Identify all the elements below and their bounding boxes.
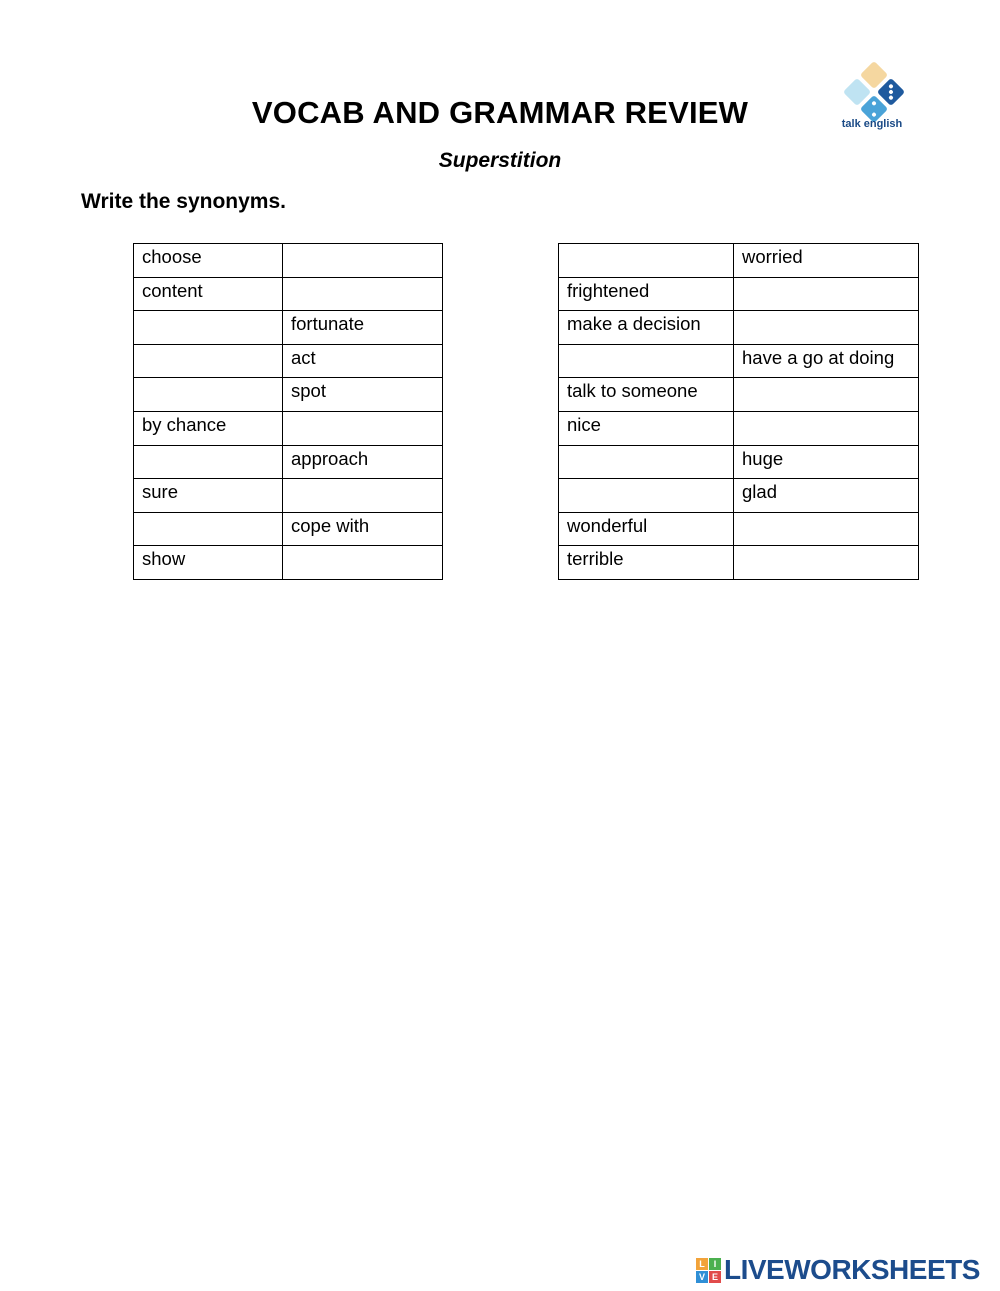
- answer-blank-cell[interactable]: [559, 479, 734, 513]
- answer-blank-cell[interactable]: [734, 277, 919, 311]
- word-cell: by chance: [134, 411, 283, 445]
- table-row: [134, 479, 443, 513]
- table-row: [559, 378, 919, 412]
- word-cell: terrible: [559, 546, 734, 580]
- answer-blank-cell[interactable]: [559, 244, 734, 278]
- word-cell: talk to someone: [559, 378, 734, 412]
- answer-blank-cell[interactable]: [134, 378, 283, 412]
- table-row: [134, 244, 443, 278]
- answer-blank-cell[interactable]: [283, 546, 443, 580]
- word-cell: cope with: [283, 512, 443, 546]
- answer-blank-cell[interactable]: [134, 512, 283, 546]
- answer-blank-cell[interactable]: [134, 445, 283, 479]
- answer-blank-cell[interactable]: [559, 344, 734, 378]
- word-cell: fortunate: [283, 311, 443, 345]
- answer-blank-cell[interactable]: [134, 344, 283, 378]
- table-row: [134, 445, 443, 479]
- answer-blank-cell[interactable]: [734, 311, 919, 345]
- synonyms-table-right: [558, 243, 919, 580]
- table-row: [559, 277, 919, 311]
- liveworksheets-badge-icon: [696, 1258, 721, 1283]
- table-row: [134, 411, 443, 445]
- page-subtitle: Superstition: [438, 149, 562, 172]
- table-row: [134, 546, 443, 580]
- word-cell: have a go at doing: [734, 344, 919, 378]
- page-title: VOCAB AND GRAMMAR REVIEW: [251, 95, 749, 130]
- table-row: [559, 546, 919, 580]
- word-cell: act: [283, 344, 443, 378]
- badge-letter: I: [709, 1258, 721, 1270]
- badge-letter: V: [696, 1271, 708, 1283]
- answer-blank-cell[interactable]: [734, 546, 919, 580]
- word-cell: frightened: [559, 277, 734, 311]
- badge-letter: E: [709, 1271, 721, 1283]
- answer-blank-cell[interactable]: [283, 411, 443, 445]
- word-cell: approach: [283, 445, 443, 479]
- table-row: [559, 445, 919, 479]
- word-cell: glad: [734, 479, 919, 513]
- table-row: [559, 244, 919, 278]
- table-row: [134, 344, 443, 378]
- word-cell: sure: [134, 479, 283, 513]
- word-cell: worried: [734, 244, 919, 278]
- word-cell: huge: [734, 445, 919, 479]
- table-row: [134, 311, 443, 345]
- table-row: [559, 311, 919, 345]
- word-cell: show: [134, 546, 283, 580]
- answer-blank-cell[interactable]: [283, 277, 443, 311]
- word-cell: wonderful: [559, 512, 734, 546]
- answer-blank-cell[interactable]: [734, 411, 919, 445]
- table-row: [559, 411, 919, 445]
- word-cell: choose: [134, 244, 283, 278]
- badge-letter: L: [696, 1258, 708, 1270]
- word-cell: spot: [283, 378, 443, 412]
- table-row: [559, 512, 919, 546]
- answer-blank-cell[interactable]: [134, 311, 283, 345]
- answer-blank-cell[interactable]: [283, 479, 443, 513]
- answer-blank-cell[interactable]: [559, 445, 734, 479]
- word-cell: make a decision: [559, 311, 734, 345]
- table-row: [134, 378, 443, 412]
- answer-blank-cell[interactable]: [283, 244, 443, 278]
- table-row: [134, 277, 443, 311]
- synonyms-table-left: [133, 243, 443, 580]
- word-cell: content: [134, 277, 283, 311]
- liveworksheets-brand: LIVEWORKSHEETS: [724, 1254, 980, 1285]
- table-row: [559, 479, 919, 513]
- liveworksheets-footer: [696, 1255, 980, 1285]
- table-row: [559, 344, 919, 378]
- word-cell: nice: [559, 411, 734, 445]
- instruction-heading: Write the synonyms.: [81, 190, 286, 213]
- logo-text: talk english: [841, 118, 903, 130]
- answer-blank-cell[interactable]: [734, 512, 919, 546]
- table-row: [134, 512, 443, 546]
- answer-blank-cell[interactable]: [734, 378, 919, 412]
